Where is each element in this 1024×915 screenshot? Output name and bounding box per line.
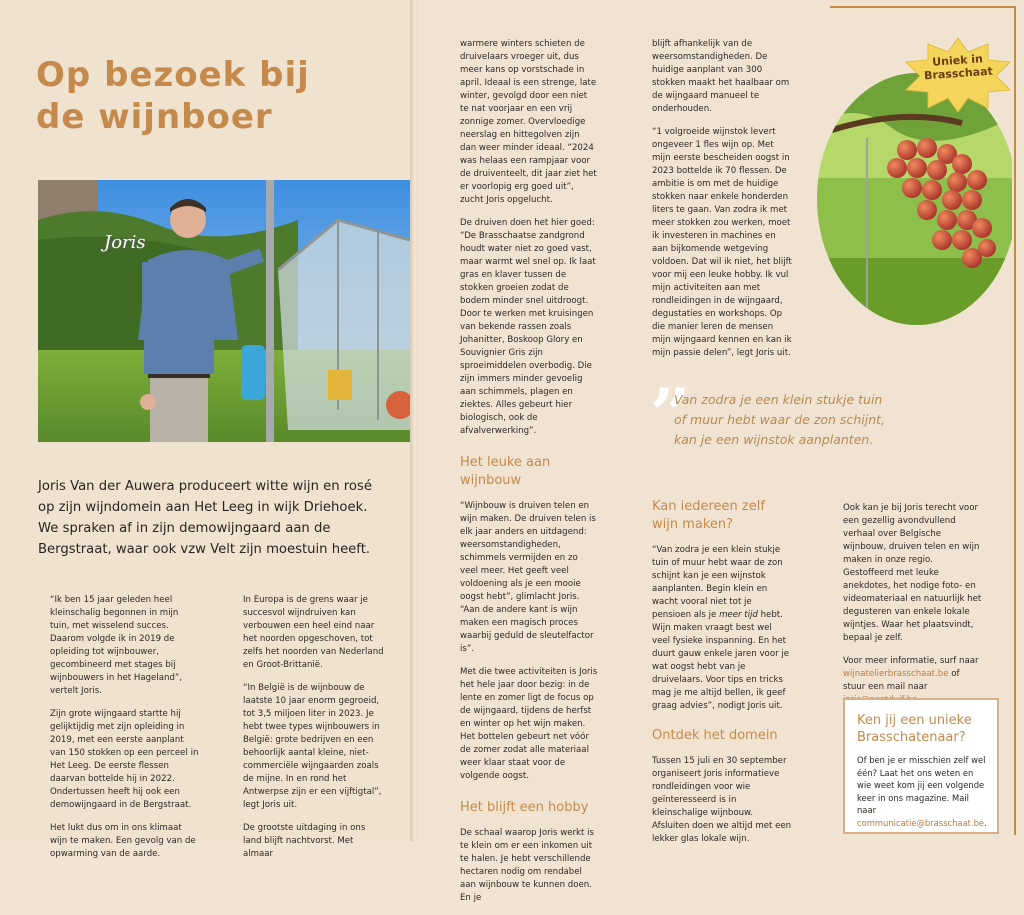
col3-paragraph: “Wijnbouw is druiven telen en wijn maken. De druiven telen is elk jaar anders en uitdagend: weersomstandigheden, schimmels vermijden en zo veel meer. Het geeft veel voldoening als je een mooie oogst hebt”, glimlacht Joris. “Aan de andere kant is wijn maken een magisch proces waarbij geduld de sleutelfactor is”. <box>460 501 596 654</box>
callout-email-link[interactable]: communicatie@brasschaat.be <box>857 817 985 828</box>
col4-paragraph-3: “Van zodra je een klein stukje tuin of muur hebt waar de zon schijnt kan je een wijnstok aanplanten. Begin klein en wacht vooral niet tot je pensioen als je meer tijd hebt. Wijn maken vraagt best wel veel fysieke inspanning. En het duurt gauw enkele jaren voor je wat oogst hebt van je druivelaars. Voor tips en tricks mag je me altijd bellen, ik geef graag advies”, nodigt Joris uit. <box>652 545 790 711</box>
winemaker-photo <box>38 180 410 442</box>
column-3 <box>460 38 598 915</box>
quote-mark-icon: ” <box>650 373 691 456</box>
heading-het-leuke-aan-wijnbouw: Het leuke aan wijnbouw <box>460 455 551 488</box>
col4-paragraph: “1 volgroeide wijnstok levert ongeveer 1 fles wijn op. Met mijn eerste bescheiden oogst in 2023 bottelde ik 70 flessen. De ambitie is om met de huidige stokken naar enkele honderden liters te gaan. Van zodra ik met meer stokken zou werken, moet ik investeren in machines en aan bijkomende wetgeving voldoen. Dat wil ik niet, het blijft voor mij een leuke hobby. Ik vul mijn activiteiten aan met rondleidingen in de wijngaard, degustaties en workshops. Op die manier leren de mensen mijn wijngaard kennen en kan ik mijn passie delen”, legt Joris uit. <box>652 127 792 358</box>
website-link[interactable]: wijnatelierbrasschaat.be <box>843 669 949 679</box>
column-4 <box>652 38 792 370</box>
page-gutter <box>410 0 418 841</box>
col4-paragraph: blijft afhankelijk van de weersomstandigheden. De huidige aanplant van 300 stokken maakt het haalbaar om de wijngaard manueel te onderhouden. <box>652 39 790 114</box>
column-5 <box>843 502 983 717</box>
col4-paragraph: Tussen 15 juli en 30 september organiseert Joris informatieve rondleidingen voor wie geïnteresseerd is in kleinschalige wijnbouw. Afsluiten doen we altijd met een lekker glas lokale wijn. <box>652 756 792 844</box>
col3-paragraph: De schaal waarop Joris werkt is te klein om er een inkomen uit te halen. Je hebt verschillende hectaren nodig om rendabel aan wijnbouw te kunnen doen. En je <box>460 828 595 903</box>
callout-box <box>843 698 999 834</box>
col2-paragraph: In Europa is de grens waar je succesvol wijndruiven kan verbouwen een heel eind naar het noorden opgeschoven, tot zelfs het noorden van Nederland en Groot-Brittanië. <box>243 595 384 670</box>
callout-text: Of ben je er misschien zelf wel één? Laat het ons weten en wie weet kom jij een volgende keer in ons magazine. Mail naar communicatie@brasschaat.be. <box>857 755 987 828</box>
page-frame-top <box>830 6 1016 8</box>
col3-paragraph: Met die twee activiteiten is Joris het hele jaar door bezig: in de lente en zomer ligt de focus op de wijngaard, tijdens de herfst en winter op het wijn maken. Het bottelen gebeurt net vóór de zomer zodat alle materiaal weer klaar staat voor de volgende oogst. <box>460 667 598 781</box>
pull-quote: Van zodra je een klein stukje tuin of muur hebt waar de zon schijnt, kan je een wijnstok aanplanten. <box>674 392 885 447</box>
title-line-1: Op bezoek bij <box>36 55 310 95</box>
heading-ontdek-het-domein: Ontdek het domein <box>652 728 778 743</box>
photo-label: Joris <box>104 232 146 253</box>
column-2 <box>243 594 385 871</box>
page-frame-right <box>1014 6 1016 835</box>
photo-illustration <box>38 180 410 442</box>
badge-text: Uniek in Brasschaat <box>923 52 994 83</box>
intro-paragraph: Joris Van der Auwera produceert witte wijn en rosé op zijn wijndomein aan Het Leeg in wijk Driehoek. We spraken af in zijn demowijngaard aan de Bergstraat, waar ook vzw Velt zijn moestuin heeft. <box>38 479 372 557</box>
col1-paragraph: “Ik ben 15 jaar geleden heel kleinschalig begonnen in mijn tuin, met wisselend succes. Daarom volgde ik in 2019 de opleiding tot wijnbouwer, gecombineerd met stages bij wijnbouwers in het Hageland”, vertelt Joris. <box>50 595 183 696</box>
article-title <box>36 54 396 138</box>
col1-paragraph: Het lukt dus om in ons klimaat wijn te maken. Een gevolg van de opwarming van de aarde. <box>50 823 196 859</box>
col2-paragraph: “In België is de wijnbouw de laatste 10 jaar enorm gegroeid, tot 3,5 miljoen liter in 2023. Je hebt twee types wijnbouwers in België: grote bedrijven en een behoorlijk aantal kleine, niet-commerciële wijngaarden zoals de mijne. In en rond het Antwerpse zijn er een vijftigtal”, legt Joris uit. <box>243 683 382 810</box>
heading-het-blijft-een-hobby: Het blijft een hobby <box>460 800 589 815</box>
col5-paragraph: Ook kan je bij Joris terecht voor een gezellig avondvullend verhaal over Belgische wijnbouw, druiven telen en wijn maken in onze regio. Gestoffeerd met leuke anekdotes, het nodige foto- en videomateriaal en natuurlijk het degusteren van enkele lokale wijntjes. Waar het plaatsvindt, bepaal je zelf. <box>843 503 982 643</box>
title-line-2: de wijnboer <box>36 97 273 137</box>
heading-kan-iedereen-zelf-wijn-maken: Kan iedereen zelf wijn maken? <box>652 499 765 532</box>
column-1 <box>50 594 200 871</box>
col2-paragraph: De grootste uitdaging in ons land blijft nachtvorst. Met almaar <box>243 823 366 859</box>
callout-title: Ken jij een unieke Brasschatenaar? <box>857 713 972 745</box>
col5-paragraph-2: Voor meer informatie, surf naar wijnatelierbrasschaat.be of stuur een mail naar <box>843 655 983 707</box>
column-4-lower <box>652 498 792 856</box>
col1-paragraph: Zijn grote wijngaard startte hij gelijktijdig met zijn opleiding in 2019, met een eerste aanplant van 150 stokken op een perceel in Het Leeg. De eerste flessen daarvan bottelde hij in 2022. Ondertussen heeft hij ook een demowijngaard in de Bergstraat. <box>50 709 199 810</box>
col3-paragraph: warmere winters schieten de druivelaars vroeger uit, dus meer kans op vorstschade in april. Ideaal is een strenge, late winter, gevolgd door een niet te nat voorjaar en een vrij zonnige zomer. Overvloedige neerslag en hittegolven zijn dan weer minder ideaal. “2024 was helaas een rampjaar voor de druiventeelt, dit jaar ziet het er voorlopig erg goed uit”, zucht Joris opgelucht. <box>460 39 597 205</box>
col3-paragraph-2: De druiven doen het hier goed: “De Brasschaatse zandgrond houdt water niet zo goed vast, maar warmt wel snel op. Ik laat gras en klaver tussen de stokken groeien zodat de bodem minder snel uitdroogt. Door te werken met kruisingen van bekende rassen zoals Johanitter, Boskoop Glory en Souvignier Gris zijn sproeimiddelen overbodig. Die zijn immers minder gevoelig aan schimmels, plagen en ziektes. Alles gebeurt hier biologisch, ook de afvalverwerking”. <box>460 218 596 436</box>
